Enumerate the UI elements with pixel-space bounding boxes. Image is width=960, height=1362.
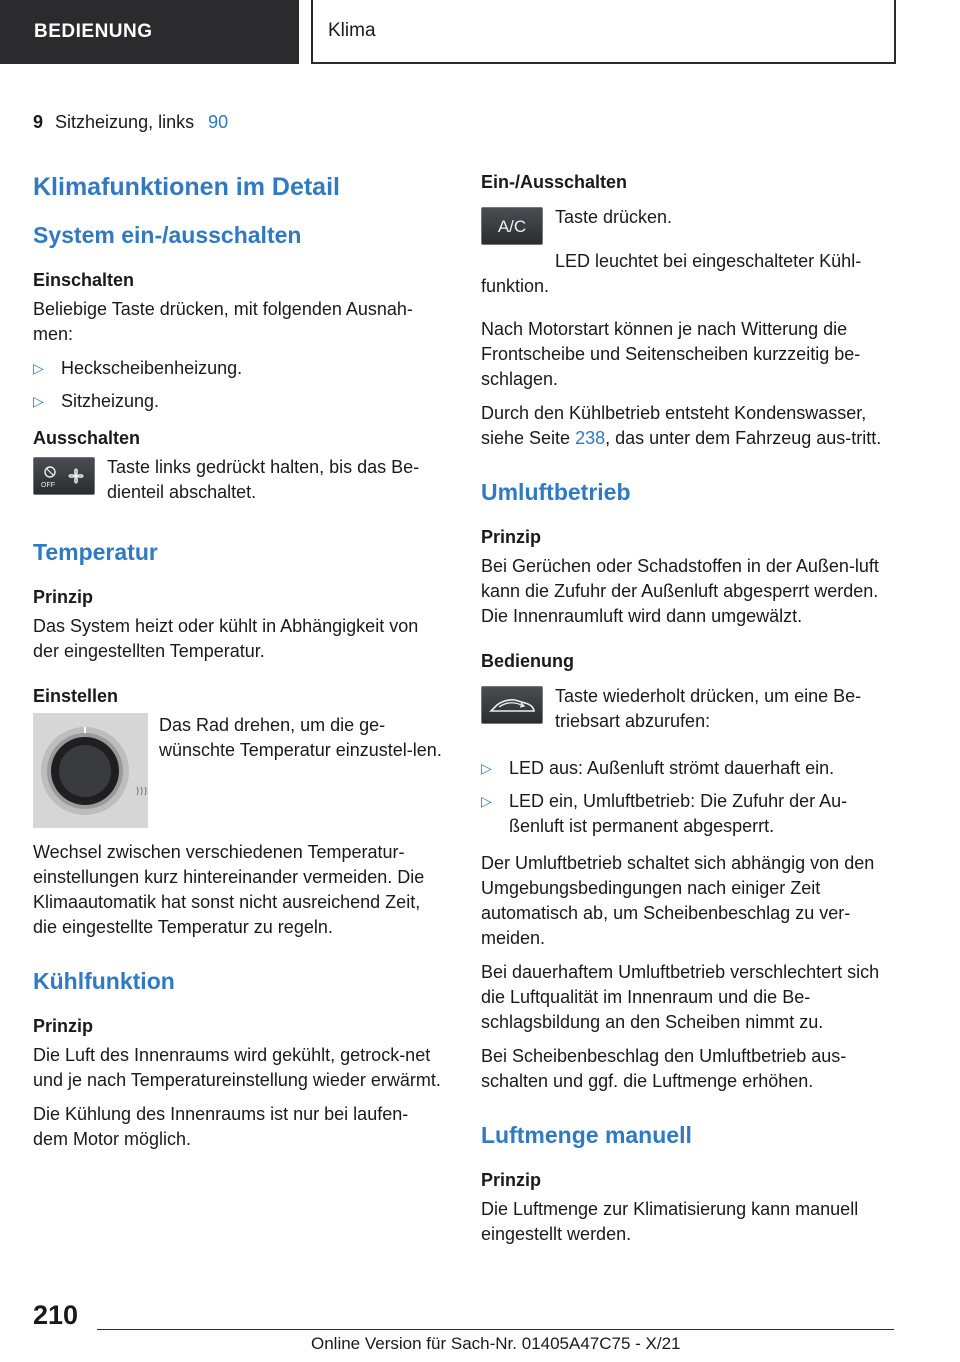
- subheading-ausschalten: Ausschalten: [33, 428, 141, 448]
- list-item: ▷ Heckscheibenheizung.: [33, 356, 443, 381]
- temperature-knob-image: [33, 713, 148, 828]
- subheading-bedienung: Bedienung: [481, 651, 574, 671]
- off-fan-button-image: [33, 457, 95, 495]
- text-einstellen: Das Rad drehen, um die ge-wünschte Temperatur einzustel-len.: [159, 715, 442, 760]
- page-title: Klimafunktionen im Detail: [33, 173, 340, 201]
- text-ac-press: Taste drücken.: [555, 207, 673, 227]
- heading-umluftbetrieb: Umluftbetrieb: [481, 479, 631, 505]
- list-item: ▷ LED ein, Umluftbetrieb: Die Zufuhr der Au-ßenluft ist permanent abgesperrt.: [481, 791, 848, 836]
- text-ac-1: Nach Motorstart können je nach Witterung die Frontscheibe und Seitenscheiben kurzzeitig be-schlagen.: [481, 319, 861, 389]
- heading-luftmenge: Luftmenge manuell: [481, 1122, 692, 1148]
- toc-page-link[interactable]: 90: [208, 112, 229, 132]
- subheading-ein-ausschalten: Ein-/Ausschalten: [481, 172, 628, 192]
- list-item: ▷ Sitzheizung.: [33, 389, 443, 414]
- text-recirc-3: Bei Scheibenbeschlag den Umluftbetrieb aus-schalten und ggf. die Luftmenge erhöhen.: [481, 1046, 847, 1091]
- section-tab: BEDIENUNG: [0, 0, 299, 64]
- left-column: [33, 170, 443, 1161]
- subheading-prinzip: Prinzip: [481, 1170, 542, 1190]
- recirc-instruction: [481, 684, 896, 740]
- subheading-prinzip: Prinzip: [33, 587, 94, 607]
- list-exceptions: [33, 356, 443, 414]
- text-ac-led: LED leuchtet bei eingeschalteter Kühl-funktion.: [481, 251, 862, 296]
- text-recirc-prinzip: Bei Gerüchen oder Schadstoffen in der Außen-luft kann die Zufuhr der Außenluft abgesperrt werden. Die Innenraumluft wird dann umgewälzt.: [481, 556, 879, 626]
- heading-temperatur: Temperatur: [33, 539, 158, 565]
- bullet-triangle-icon: ▷: [33, 360, 44, 376]
- footer-online-version: Online Version für Sach-Nr. 01405A47C75 - X/21: [311, 1334, 681, 1353]
- page-number: 210: [33, 1300, 79, 1330]
- text-recirc-2: Bei dauerhaftem Umluftbetrieb verschlechtert sich die Luftqualität im Innenraum und die Be-schlagsbildung an den Scheiben nimmt zu.: [481, 962, 880, 1032]
- knob-instruction: [33, 713, 443, 828]
- text-temp-prinzip: Das System heizt oder kühlt in Abhängigkeit von der eingestellten Temperatur.: [33, 616, 419, 661]
- text-ausschalten: Taste links gedrückt halten, bis das Be-dienteil abschaltet.: [107, 457, 420, 502]
- toc-reference: [33, 112, 228, 133]
- text-cool-1: Die Luft des Innenraums wird gekühlt, getrock-net und je nach Temperatureinstellung wieder erwärmt.: [33, 1045, 441, 1090]
- bullet-triangle-icon: ▷: [481, 793, 492, 809]
- text-ac-2: Durch den Kühlbetrieb entsteht Kondenswasser, siehe Seite 238, das unter dem Fahrzeug aus-tritt.: [481, 403, 882, 448]
- recirculation-button-image: [481, 686, 543, 724]
- subheading-einstellen: Einstellen: [33, 686, 119, 706]
- text-air-prinzip: Die Luftmenge zur Klimatisierung kann manuell eingestellt werden.: [481, 1199, 859, 1244]
- bullet-triangle-icon: ▷: [33, 393, 44, 409]
- page-link-238[interactable]: 238: [575, 428, 606, 448]
- text-recirc-1: Der Umluftbetrieb schaltet sich abhängig von den Umgebungsbedingungen nach einiger Zeit automatisch ab, um Scheibenbeschlag zu ver-meiden.: [481, 853, 875, 948]
- bullet-triangle-icon: ▷: [481, 760, 492, 776]
- chapter-title: Klima: [311, 0, 896, 64]
- list-recirc-modes: [481, 756, 896, 839]
- heading-system: System ein-/ausschalten: [33, 222, 302, 248]
- subheading-prinzip: Prinzip: [481, 527, 542, 547]
- text-cool-2: Die Kühlung des Innenraums ist nur bei laufen-dem Motor möglich.: [33, 1104, 409, 1149]
- text-bedienung: Taste wiederholt drücken, um eine Be-triebsart abzurufen:: [555, 686, 862, 731]
- right-column: [481, 170, 896, 1256]
- ac-instruction: [481, 205, 896, 245]
- text-temp-note: Wechsel zwischen verschiedenen Temperatur-einstellungen kurz hintereinander vermeiden. Die Klimaautomatik hat sonst nicht ausreichend Zeit, die eingestellte Temperatur zu regeln.: [33, 842, 425, 937]
- svg-text:OFF: OFF: [41, 482, 55, 489]
- list-item: ▷ LED aus: Außenluft strömt dauerhaft ein.: [481, 756, 896, 781]
- text-einschalten: Beliebige Taste drücken, mit folgenden Ausnah-men:: [33, 299, 413, 344]
- toc-number: 9: [33, 112, 44, 132]
- heading-kuehlfunktion: Kühlfunktion: [33, 968, 175, 994]
- subheading-prinzip: Prinzip: [33, 1016, 94, 1036]
- toc-label: Sitzheizung, links: [55, 112, 195, 132]
- subheading-einschalten: Einschalten: [33, 270, 135, 290]
- footer-divider: [97, 1329, 894, 1330]
- ac-button-image: A/C: [481, 207, 543, 245]
- off-instruction: [33, 455, 443, 511]
